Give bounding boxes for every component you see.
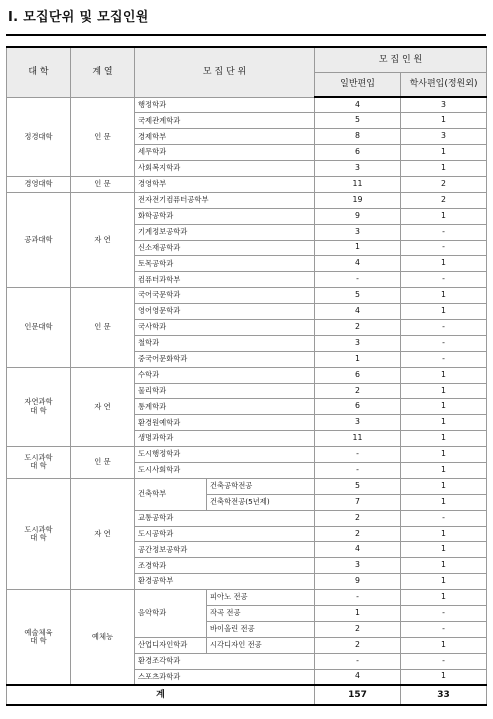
general-count: 4 bbox=[315, 256, 401, 272]
bachelor-count: 1 bbox=[401, 288, 487, 304]
dept-cell: 산업디자인학과 bbox=[135, 637, 207, 653]
general-count: 2 bbox=[315, 383, 401, 399]
dept-cell: 영어영문학과 bbox=[135, 304, 315, 320]
field-cell: 자 연 bbox=[71, 478, 135, 589]
dept-cell: 토목공학과 bbox=[135, 256, 315, 272]
bachelor-count: - bbox=[401, 272, 487, 288]
dept-cell: 행정학과 bbox=[135, 97, 315, 113]
general-count: 8 bbox=[315, 129, 401, 145]
bachelor-count: 1 bbox=[401, 478, 487, 494]
bachelor-count: 1 bbox=[401, 415, 487, 431]
dept-cell: 기계정보공학과 bbox=[135, 224, 315, 240]
bachelor-count: 2 bbox=[401, 176, 487, 192]
bachelor-count: 1 bbox=[401, 542, 487, 558]
table-row bbox=[7, 97, 487, 113]
header-univ: 대 학 bbox=[7, 47, 71, 97]
bachelor-count: - bbox=[401, 224, 487, 240]
dept-cell: 전자전기컴퓨터공학부 bbox=[135, 192, 315, 208]
dept-cell: 중국어문화학과 bbox=[135, 351, 315, 367]
dept-cell: 경영학부 bbox=[135, 176, 315, 192]
general-count: - bbox=[315, 462, 401, 478]
dept-cell: 국사학과 bbox=[135, 319, 315, 335]
major-cell: 건축학전공(5년제) bbox=[207, 494, 315, 510]
bachelor-count: 1 bbox=[401, 145, 487, 161]
dept-cell: 신소재공학과 bbox=[135, 240, 315, 256]
table-row bbox=[7, 367, 487, 383]
general-count: 2 bbox=[315, 526, 401, 542]
bachelor-count: - bbox=[401, 335, 487, 351]
dept-cell: 스포츠과학과 bbox=[135, 669, 315, 685]
dept-cell: 통계학과 bbox=[135, 399, 315, 415]
bachelor-count: 1 bbox=[401, 113, 487, 129]
general-count: 4 bbox=[315, 669, 401, 685]
page-title: Ⅰ. 모집단위 및 모집인원 bbox=[8, 10, 149, 25]
dept-cell: 음악학과 bbox=[135, 590, 207, 638]
general-count: - bbox=[315, 272, 401, 288]
dept-cell: 국어국문학과 bbox=[135, 288, 315, 304]
dept-cell: 교통공학과 bbox=[135, 510, 315, 526]
general-count: 4 bbox=[315, 542, 401, 558]
dept-cell: 조경학과 bbox=[135, 558, 315, 574]
bachelor-count: 1 bbox=[401, 304, 487, 320]
general-count: 3 bbox=[315, 558, 401, 574]
header-general: 일반편입 bbox=[315, 72, 401, 97]
general-count: 9 bbox=[315, 574, 401, 590]
general-count: 6 bbox=[315, 399, 401, 415]
bachelor-count: - bbox=[401, 351, 487, 367]
bachelor-count: 1 bbox=[401, 590, 487, 606]
general-count: 6 bbox=[315, 367, 401, 383]
bachelor-count: 1 bbox=[401, 574, 487, 590]
general-count: - bbox=[315, 447, 401, 463]
dept-cell: 환경공학부 bbox=[135, 574, 315, 590]
general-count: 9 bbox=[315, 208, 401, 224]
bachelor-count: 1 bbox=[401, 462, 487, 478]
dept-cell: 물리학과 bbox=[135, 383, 315, 399]
bachelor-count: - bbox=[401, 606, 487, 622]
field-cell: 인 문 bbox=[71, 97, 135, 176]
general-count: 3 bbox=[315, 224, 401, 240]
dept-cell: 화학공학과 bbox=[135, 208, 315, 224]
bachelor-count: 1 bbox=[401, 669, 487, 685]
dept-cell: 국제관계학과 bbox=[135, 113, 315, 129]
general-count: 1 bbox=[315, 240, 401, 256]
major-cell: 피아노 전공 bbox=[207, 590, 315, 606]
general-count: 5 bbox=[315, 113, 401, 129]
univ-cell: 공과대학 bbox=[7, 192, 71, 287]
general-count: 4 bbox=[315, 304, 401, 320]
general-count: 1 bbox=[315, 351, 401, 367]
dept-cell: 수학과 bbox=[135, 367, 315, 383]
field-cell: 인 문 bbox=[71, 176, 135, 192]
bachelor-count: 1 bbox=[401, 399, 487, 415]
univ-cell: 경영대학 bbox=[7, 176, 71, 192]
univ-cell: 정경대학 bbox=[7, 97, 71, 176]
field-cell: 인 문 bbox=[71, 288, 135, 367]
bachelor-count: - bbox=[401, 240, 487, 256]
bachelor-count: 1 bbox=[401, 447, 487, 463]
bachelor-count: 3 bbox=[401, 97, 487, 113]
general-count: 4 bbox=[315, 97, 401, 113]
dept-cell: 환경조각학과 bbox=[135, 653, 315, 669]
table-row bbox=[7, 447, 487, 463]
bachelor-count: 1 bbox=[401, 526, 487, 542]
dept-cell: 생명과학과 bbox=[135, 431, 315, 447]
dept-cell: 철학과 bbox=[135, 335, 315, 351]
dept-cell: 사회복지학과 bbox=[135, 161, 315, 177]
general-count: 3 bbox=[315, 161, 401, 177]
table-body bbox=[7, 97, 487, 705]
bachelor-count: 1 bbox=[401, 494, 487, 510]
general-count: 11 bbox=[315, 176, 401, 192]
general-count: 11 bbox=[315, 431, 401, 447]
general-count: 2 bbox=[315, 510, 401, 526]
header-quota: 모 집 인 원 bbox=[315, 47, 487, 72]
major-cell: 건축공학전공 bbox=[207, 478, 315, 494]
field-cell: 자 연 bbox=[71, 192, 135, 287]
bachelor-count: 1 bbox=[401, 637, 487, 653]
bachelor-count: - bbox=[401, 621, 487, 637]
univ-cell: 도시과학 대 학 bbox=[7, 478, 71, 589]
dept-cell: 도시사회학과 bbox=[135, 462, 315, 478]
bachelor-count: - bbox=[401, 510, 487, 526]
univ-cell: 도시과학 대 학 bbox=[7, 447, 71, 479]
total-bachelor: 33 bbox=[401, 685, 487, 705]
bachelor-count: 1 bbox=[401, 256, 487, 272]
dept-cell: 도시행정학과 bbox=[135, 447, 315, 463]
field-cell: 인 문 bbox=[71, 447, 135, 479]
general-count: 7 bbox=[315, 494, 401, 510]
univ-cell: 예술체육 대 학 bbox=[7, 590, 71, 685]
dept-cell: 경제학부 bbox=[135, 129, 315, 145]
header-field: 계 열 bbox=[71, 47, 135, 97]
univ-cell: 자연과학 대 학 bbox=[7, 367, 71, 446]
general-count: 3 bbox=[315, 335, 401, 351]
bachelor-count: - bbox=[401, 319, 487, 335]
table-row bbox=[7, 288, 487, 304]
total-label: 계 bbox=[7, 685, 315, 705]
general-count: 3 bbox=[315, 415, 401, 431]
general-count: 5 bbox=[315, 478, 401, 494]
dept-cell: 컴퓨터과학부 bbox=[135, 272, 315, 288]
dept-cell: 세무학과 bbox=[135, 145, 315, 161]
general-count: 2 bbox=[315, 621, 401, 637]
general-count: - bbox=[315, 653, 401, 669]
bachelor-count: 1 bbox=[401, 367, 487, 383]
major-cell: 작곡 전공 bbox=[207, 606, 315, 622]
general-count: 19 bbox=[315, 192, 401, 208]
dept-cell: 건축학부 bbox=[135, 478, 207, 510]
table-row bbox=[7, 192, 487, 208]
general-count: 2 bbox=[315, 637, 401, 653]
bachelor-count: 1 bbox=[401, 383, 487, 399]
title-rule bbox=[6, 34, 486, 36]
dept-cell: 도시공학과 bbox=[135, 526, 315, 542]
bachelor-count: 3 bbox=[401, 129, 487, 145]
header-bachelor: 학사편입(정원외) bbox=[401, 72, 487, 97]
total-general: 157 bbox=[315, 685, 401, 705]
dept-cell: 공간정보공학과 bbox=[135, 542, 315, 558]
general-count: 2 bbox=[315, 319, 401, 335]
dept-cell: 환경원예학과 bbox=[135, 415, 315, 431]
header-unit: 모 집 단 위 bbox=[135, 47, 315, 97]
recruitment-table bbox=[6, 46, 487, 706]
table-row bbox=[7, 590, 487, 606]
bachelor-count: 1 bbox=[401, 558, 487, 574]
general-count: 5 bbox=[315, 288, 401, 304]
bachelor-count: 1 bbox=[401, 161, 487, 177]
total-row bbox=[7, 685, 487, 705]
bachelor-count: 1 bbox=[401, 208, 487, 224]
general-count: 1 bbox=[315, 606, 401, 622]
table-row bbox=[7, 176, 487, 192]
general-count: - bbox=[315, 590, 401, 606]
field-cell: 자 연 bbox=[71, 367, 135, 446]
bachelor-count: 1 bbox=[401, 431, 487, 447]
major-cell: 시각디자인 전공 bbox=[207, 637, 315, 653]
field-cell: 예체능 bbox=[71, 590, 135, 685]
bachelor-count: - bbox=[401, 653, 487, 669]
univ-cell: 인문대학 bbox=[7, 288, 71, 367]
major-cell: 바이올린 전공 bbox=[207, 621, 315, 637]
table-row bbox=[7, 478, 487, 494]
bachelor-count: 2 bbox=[401, 192, 487, 208]
general-count: 6 bbox=[315, 145, 401, 161]
